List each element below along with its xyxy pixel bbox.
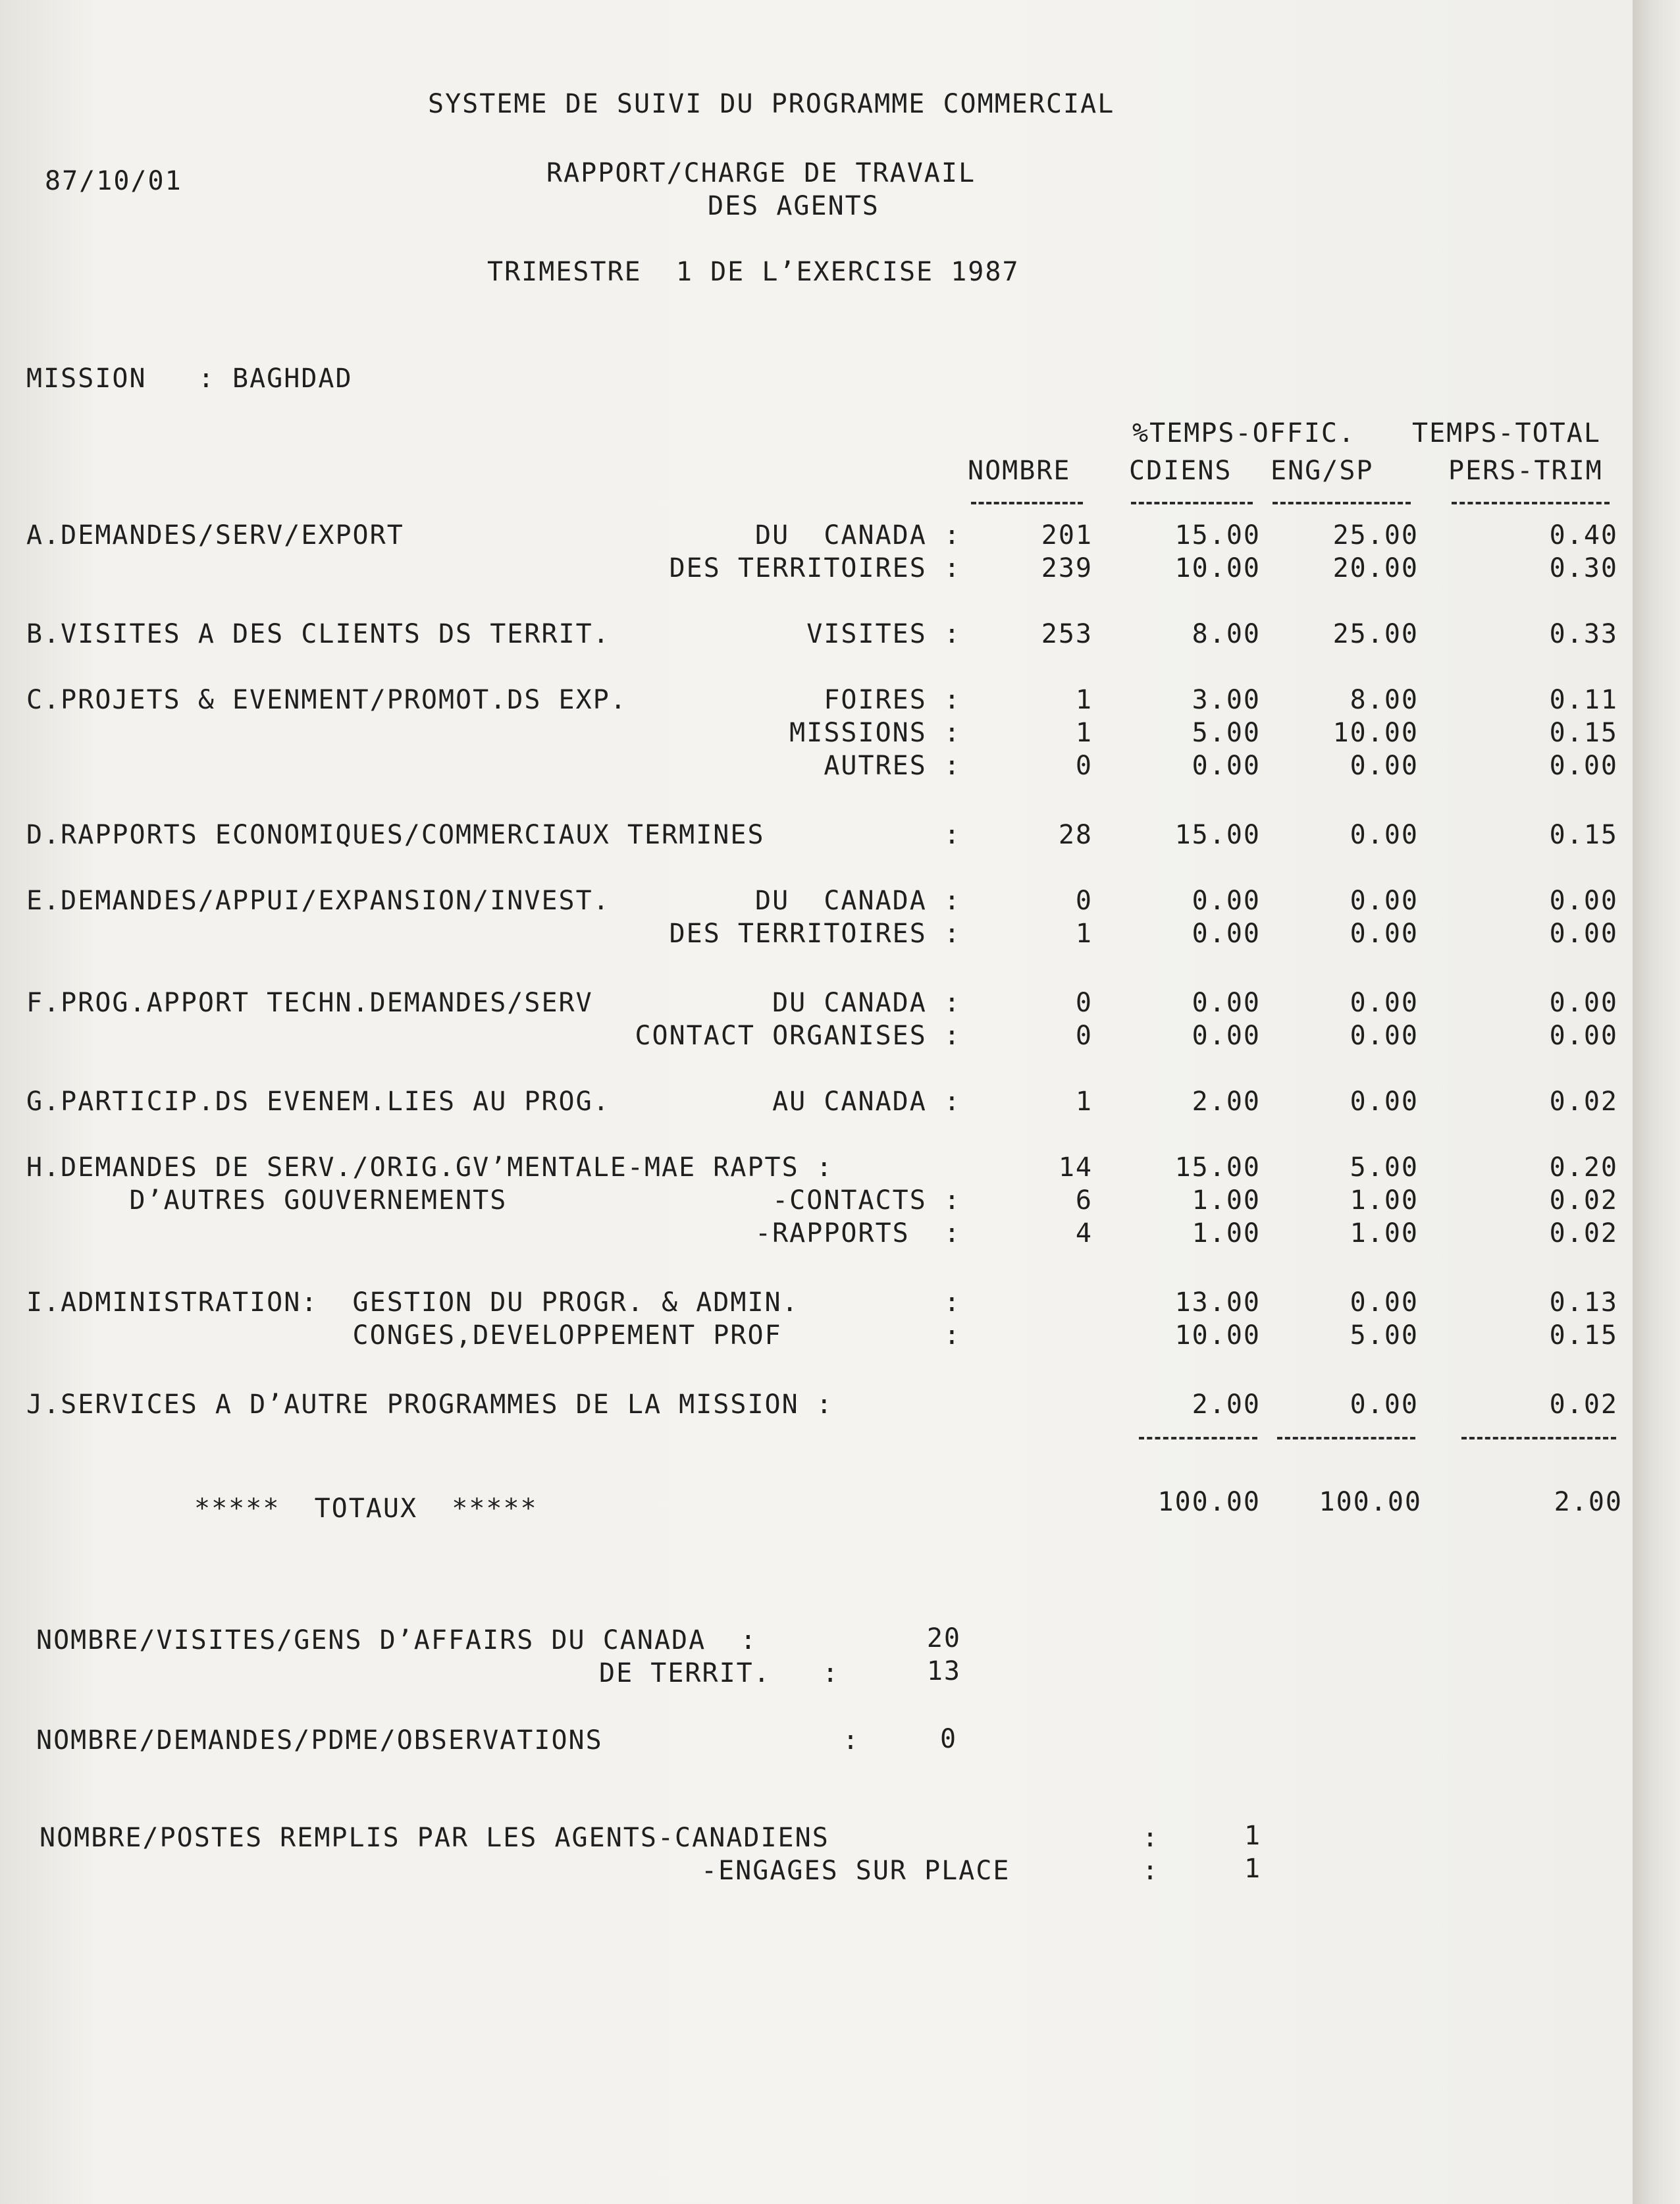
row-cdiens: 0.00 [1192,751,1261,781]
pers-trim-header: PERS-TRIM [1448,456,1603,486]
row-cdiens: 2.00 [1192,1389,1261,1420]
row-sublabel: DU CANADA : [755,886,961,916]
engsp-header: ENG/SP [1271,456,1374,486]
row-label: B.VISITES A DES CLIENTS DS TERRIT. [26,619,610,649]
row-sublabel: DU CANADA : [755,520,961,551]
report-title-line-2: DES AGENTS [708,191,879,221]
row-label: G.PARTICIP.DS EVENEM.LIES AU PROG. [26,1087,610,1117]
row-engsp: 0.00 [1350,1087,1419,1117]
row-engsp: 25.00 [1332,619,1419,649]
pct-temps-header: %TEMPS-OFFIC. [1132,418,1356,448]
row-cdiens: 8.00 [1192,619,1261,649]
row-nombre: 14 [1058,1152,1093,1183]
row-cdiens: 0.00 [1192,886,1261,916]
row-engsp: 5.00 [1350,1320,1419,1351]
row-sublabel: AUTRES : [824,751,961,781]
header-rule-pers [1452,502,1610,504]
row-nombre: 201 [1041,520,1093,551]
visites-label: NOMBRE/VISITES/GENS D’AFFAIRS DU CANADA : [36,1625,758,1655]
row-nombre: 0 [1075,886,1093,916]
row-label: E.DEMANDES/APPUI/EXPANSION/INVEST. [26,886,610,916]
row-engsp: 0.00 [1350,988,1419,1018]
row-cdiens: 1.00 [1192,1185,1261,1216]
row-label: CONGES,DEVELOPPEMENT PROF [26,1320,782,1351]
page-edge [1633,0,1680,2204]
row-label: H.DEMANDES DE SERV./ORIG.GV’MENTALE-MAE RAPTS : [26,1152,833,1183]
visites-territ-label: DE TERRIT. : [599,1658,840,1688]
row-nombre: 0 [1075,751,1093,781]
row-cdiens: 1.00 [1192,1218,1261,1249]
row-engsp: 0.00 [1350,751,1419,781]
row-engsp: 1.00 [1350,1185,1419,1216]
row-pers-trim: 0.00 [1549,751,1618,781]
report-title-line-1: RAPPORT/CHARGE DE TRAVAIL [546,158,976,188]
row-sublabel: : [943,1320,961,1351]
totals-engsp: 100.00 [1319,1487,1422,1517]
header-rule-cdiens [1131,502,1253,504]
row-engsp: 1.00 [1350,1218,1419,1249]
row-nombre: 253 [1041,619,1093,649]
postes-place-label: -ENGAGES SUR PLACE [701,1856,1011,1886]
row-pers-trim: 0.13 [1549,1287,1618,1318]
row-pers-trim: 0.02 [1549,1185,1618,1216]
row-engsp: 8.00 [1350,685,1419,715]
row-engsp: 0.00 [1350,886,1419,916]
row-nombre: 1 [1075,685,1093,715]
cdiens-header: CDIENS [1129,456,1232,486]
row-sublabel: DES TERRITOIRES : [669,919,961,949]
row-nombre: 1 [1075,718,1093,748]
demandes-label: NOMBRE/DEMANDES/PDME/OBSERVATIONS [36,1725,603,1756]
row-pers-trim: 0.20 [1549,1152,1618,1183]
row-cdiens: 2.00 [1192,1087,1261,1117]
row-sublabel: : [943,820,961,850]
header-rule-nombre [971,502,1083,504]
row-engsp: 25.00 [1332,520,1419,551]
row-cdiens: 15.00 [1174,1152,1261,1183]
row-pers-trim: 0.00 [1549,1021,1618,1051]
system-title: SYSTEME DE SUIVI DU PROGRAMME COMMERCIAL [428,89,1115,119]
row-cdiens: 10.00 [1174,553,1261,583]
row-label: F.PROG.APPORT TECHN.DEMANDES/SERV [26,988,593,1018]
totals-pers: 2.00 [1554,1487,1623,1517]
row-cdiens: 3.00 [1192,685,1261,715]
postes-colon: : [1142,1823,1160,1853]
row-pers-trim: 0.40 [1549,520,1618,551]
row-cdiens: 13.00 [1174,1287,1261,1318]
row-nombre: 4 [1075,1218,1093,1249]
totals-cdiens: 100.00 [1157,1487,1261,1517]
row-label: C.PROJETS & EVENMENT/PROMOT.DS EXP. [26,685,627,715]
row-sublabel: MISSIONS : [789,718,961,748]
row-cdiens: 0.00 [1192,988,1261,1018]
row-nombre: 1 [1075,919,1093,949]
row-cdiens: 15.00 [1174,520,1261,551]
row-pers-trim: 0.15 [1549,1320,1618,1351]
visites-territ-value: 13 [926,1656,961,1686]
row-label: I.ADMINISTRATION: GESTION DU PROGR. & ADMIN. [26,1287,799,1318]
row-cdiens: 5.00 [1192,718,1261,748]
row-sublabel: : [943,1287,961,1318]
row-engsp: 0.00 [1350,1287,1419,1318]
totals-label: ***** TOTAUX ***** [194,1493,538,1524]
row-pers-trim: 0.00 [1549,988,1618,1018]
row-sublabel: -RAPPORTS : [755,1218,961,1249]
postes-label: NOMBRE/POSTES REMPLIS PAR LES AGENTS-CANADIENS [39,1823,829,1853]
row-label: D’AUTRES GOUVERNEMENTS [26,1185,508,1216]
row-nombre: 0 [1075,1021,1093,1051]
row-nombre: 0 [1075,988,1093,1018]
row-pers-trim: 0.30 [1549,553,1618,583]
row-pers-trim: 0.02 [1549,1389,1618,1420]
total-rule-engsp [1277,1437,1415,1439]
row-engsp: 0.00 [1350,820,1419,850]
row-cdiens: 10.00 [1174,1320,1261,1351]
row-sublabel: CONTACT ORGANISES : [635,1021,961,1051]
header-rule-engsp [1273,502,1411,504]
row-pers-trim: 0.15 [1549,718,1618,748]
row-pers-trim: 0.02 [1549,1218,1618,1249]
row-sublabel: AU CANADA : [772,1087,961,1117]
total-rule-pers [1461,1437,1616,1439]
row-pers-trim: 0.15 [1549,820,1618,850]
row-sublabel: DES TERRITOIRES : [669,553,961,583]
row-engsp: 0.00 [1350,919,1419,949]
postes-place-value: 1 [1244,1854,1262,1884]
row-sublabel: DU CANADA : [772,988,961,1018]
row-nombre: 1 [1075,1087,1093,1117]
row-pers-trim: 0.00 [1549,919,1618,949]
quarter-line: TRIMESTRE 1 DE L’EXERCISE 1987 [487,257,1020,287]
row-pers-trim: 0.33 [1549,619,1618,649]
row-engsp: 0.00 [1350,1389,1419,1420]
row-engsp: 20.00 [1332,553,1419,583]
postes-place-colon: : [1142,1856,1160,1886]
total-rule-cdiens [1139,1437,1257,1439]
row-pers-trim: 0.11 [1549,685,1618,715]
row-label: J.SERVICES A D’AUTRE PROGRAMMES DE LA MISSION : [26,1389,833,1420]
row-nombre: 239 [1041,553,1093,583]
visites-canada-value: 20 [926,1623,961,1653]
row-engsp: 5.00 [1350,1152,1419,1183]
demandes-colon: : [843,1725,860,1756]
nombre-header: NOMBRE [968,456,1071,486]
temps-total-header: TEMPS-TOTAL [1412,418,1601,448]
row-engsp: 0.00 [1350,1021,1419,1051]
row-cdiens: 0.00 [1192,919,1261,949]
row-nombre: 28 [1058,820,1093,850]
postes-canadiens-value: 1 [1244,1821,1262,1851]
row-label: A.DEMANDES/SERV/EXPORT [26,520,404,551]
row-pers-trim: 0.02 [1549,1087,1618,1117]
row-nombre: 6 [1075,1185,1093,1216]
row-engsp: 10.00 [1332,718,1419,748]
row-sublabel: VISITES : [806,619,961,649]
row-cdiens: 0.00 [1192,1021,1261,1051]
demandes-value: 0 [940,1724,958,1754]
mission-label: MISSION : BAGHDAD [26,363,353,394]
row-label: D.RAPPORTS ECONOMIQUES/COMMERCIAUX TERMINES [26,820,765,850]
row-pers-trim: 0.00 [1549,886,1618,916]
row-sublabel: -CONTACTS : [772,1185,961,1216]
row-cdiens: 15.00 [1174,820,1261,850]
report-date: 87/10/01 [45,166,182,196]
row-sublabel: FOIRES : [824,685,961,715]
